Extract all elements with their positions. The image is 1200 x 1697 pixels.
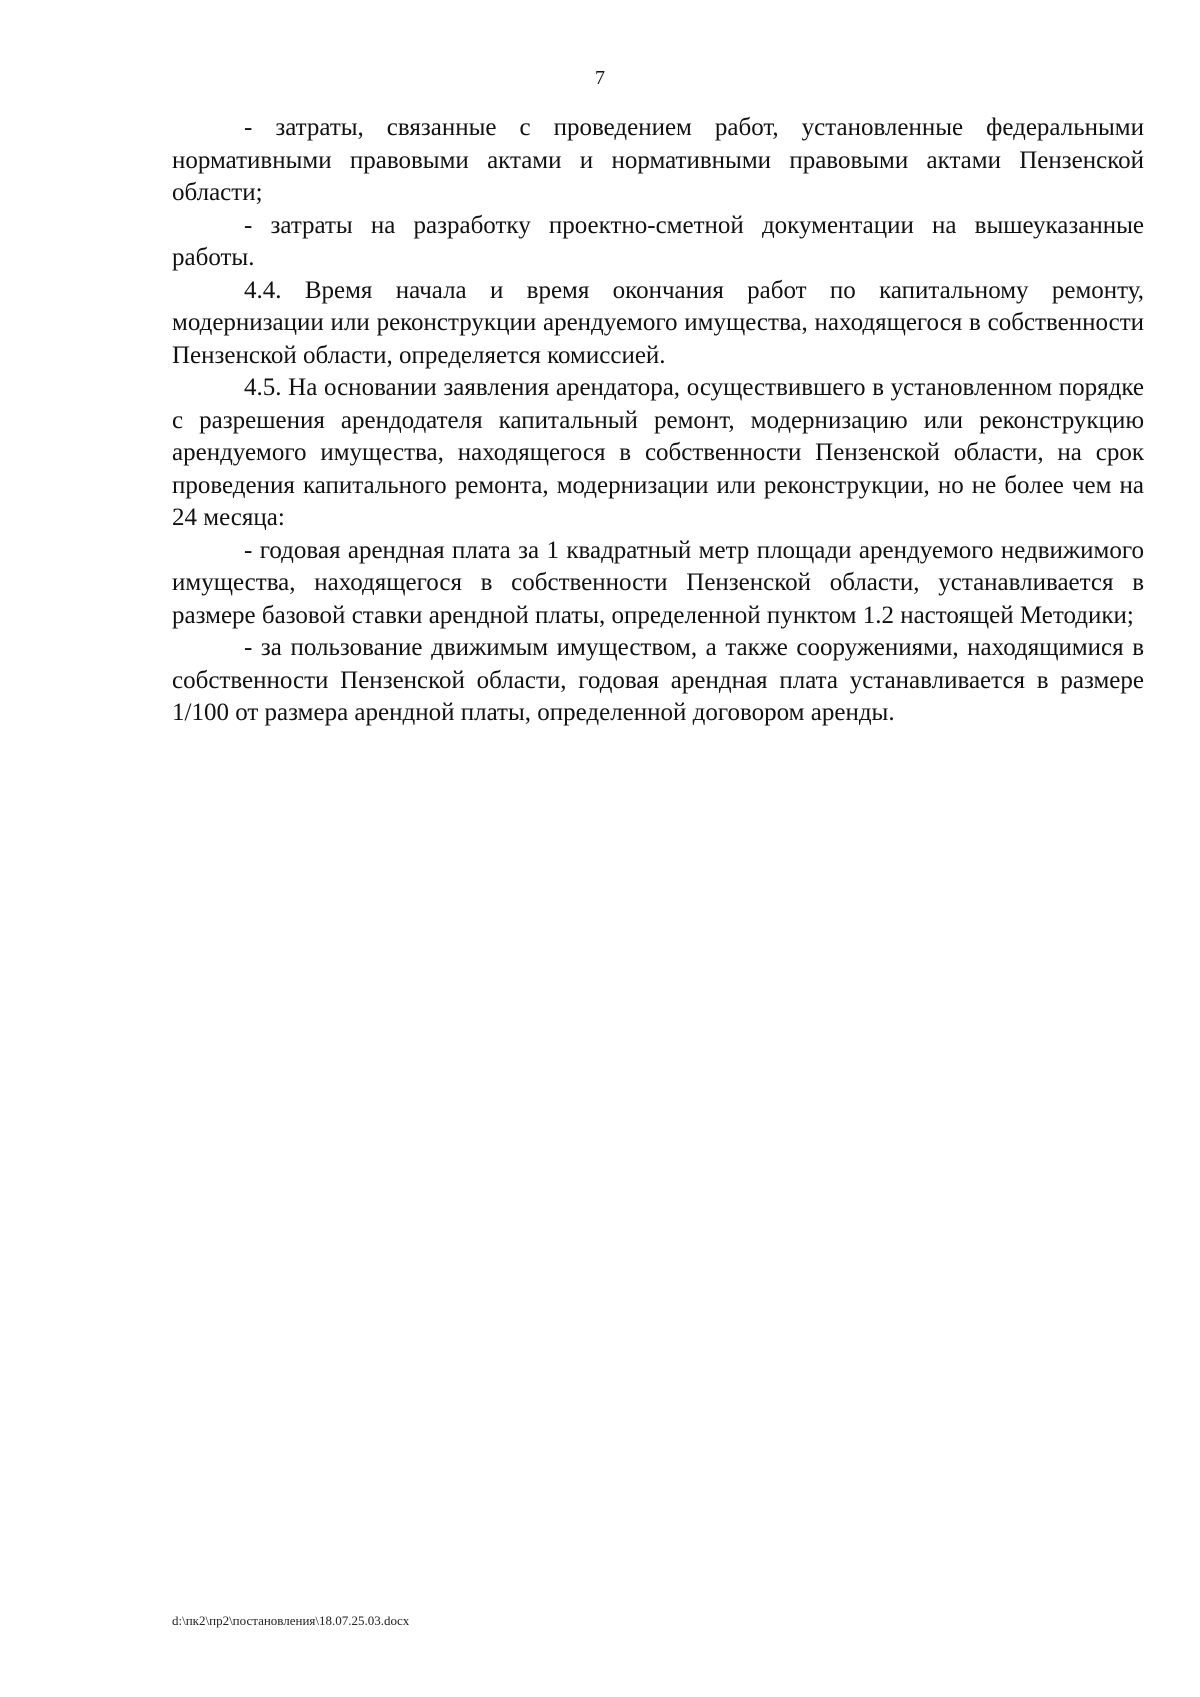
footer-file-path: d:\пк2\пр2\постановления\18.07.25.03.docx xyxy=(172,1613,410,1628)
paragraph-costs-federal: - затраты, связанные с проведением работ, установленные федеральными нормативными правовыми актами и нормативными правовыми актами Пензенской области; xyxy=(172,114,1144,206)
paragraph-costs-design-docs: - затраты на разработку проектно-сметной документации на вышеуказанные работы. xyxy=(172,211,1144,271)
page-number: 7 xyxy=(595,67,605,89)
paragraph-4-5: 4.5. На основании заявления арендатора, осуществившего в установленном порядке с разрешения арендодателя капитальный ремонт, модернизацию или реконструкцию арендуемого имущества, находящегося в собственности Пензенской области, на срок проведения капитального ремонта, модернизации или реконструкции, но не более чем на 24 месяца: xyxy=(172,374,1144,531)
document-body xyxy=(172,112,1144,730)
paragraph-annual-rent-movable: - за пользование движимым имуществом, а также сооружениями, находящимися в собственности Пензенской области, годовая арендная плата устанавливается в размере 1/100 от размера арендной платы, определенной договором аренды. xyxy=(172,634,1144,726)
paragraph-4-4: 4.4. Время начала и время окончания работ по капитальному ремонту, модернизации или реконструкции арендуемого имущества, находящегося в собственности Пензенской области, определяется комиссией. xyxy=(172,276,1144,369)
paragraph-annual-rent-real-estate: - годовая арендная плата за 1 квадратный метр площади арендуемого недвижимого имущества, находящегося в собственности Пензенской области, устанавливается в размере базовой ставки арендной платы, определенной пунктом 1.2 настоящей Методики; xyxy=(172,536,1144,629)
